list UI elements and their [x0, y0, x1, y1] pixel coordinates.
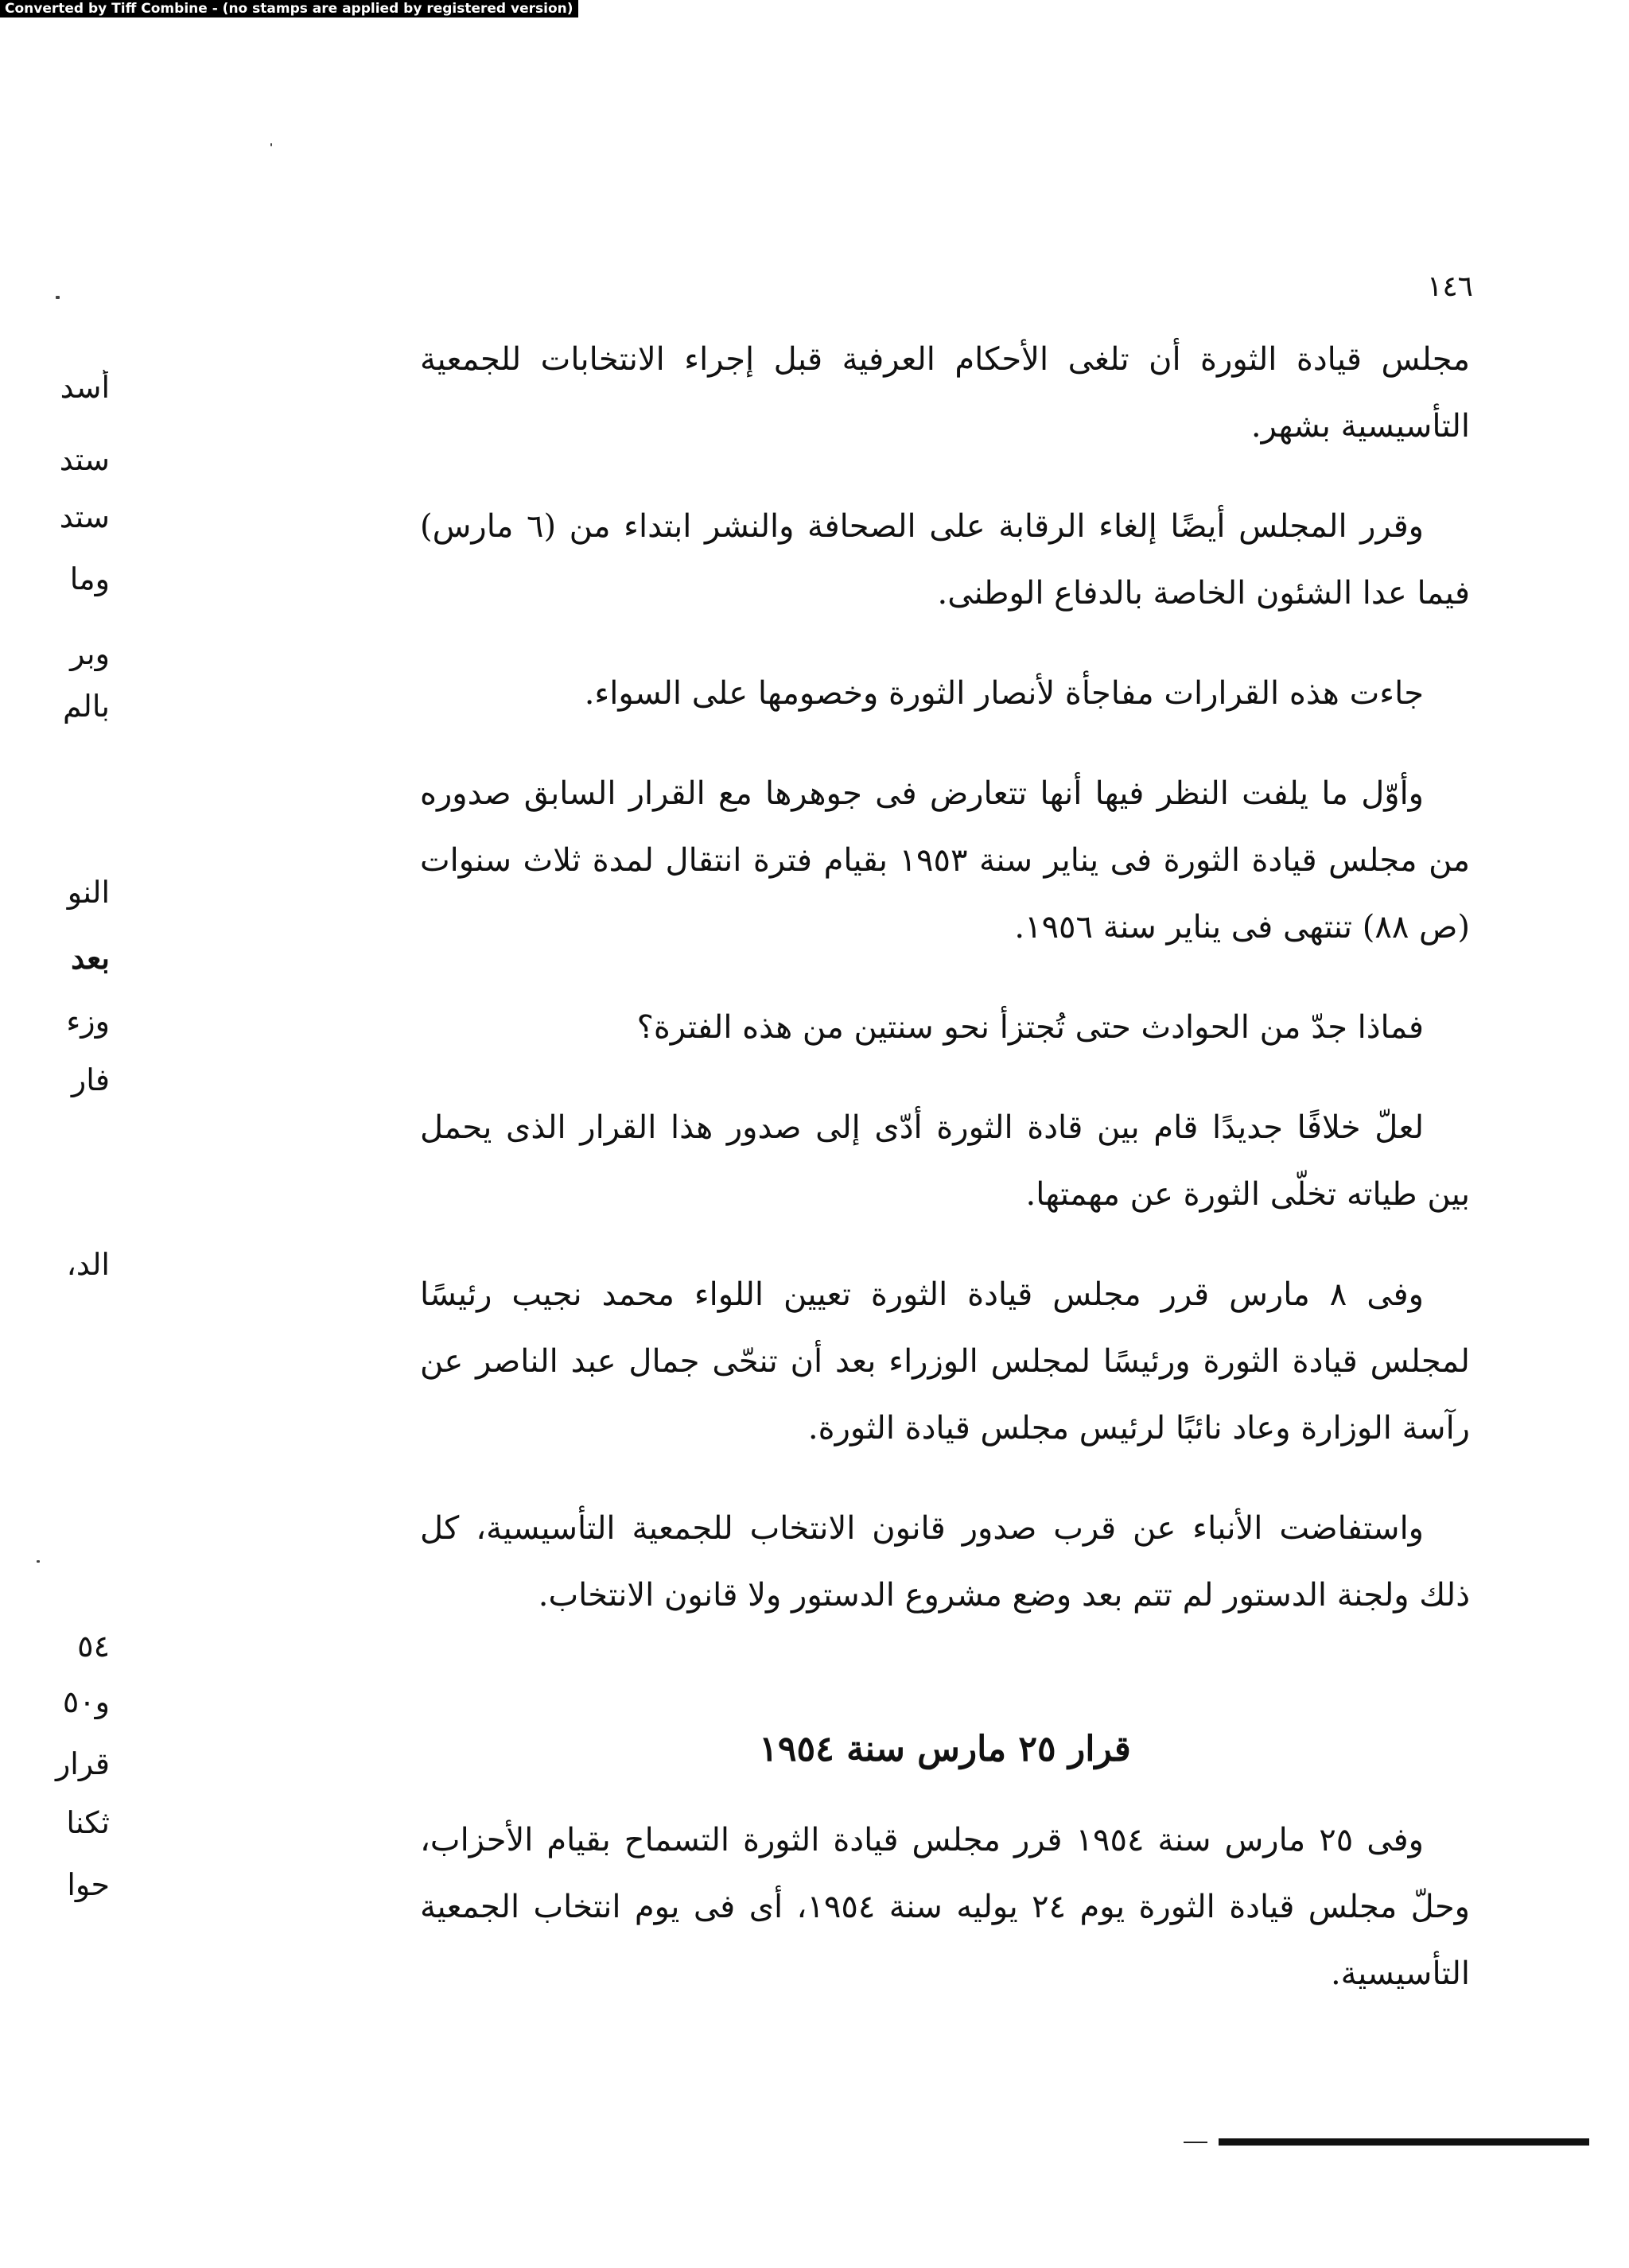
page-body — [420, 326, 1470, 2041]
margin-fragment: و٥٠ — [62, 1684, 110, 1719]
margin-fragment: قرار — [55, 1746, 110, 1781]
margin-fragment: ٥٤ — [77, 1629, 110, 1664]
section-paragraph: وفى ٢٥ مارس سنة ١٩٥٤ قرر مجلس قيادة الثورة التسماح بقيام الأحزاب، وحلّ مجلس قيادة الثورة يوم ٢٤ يوليه سنة ١٩٥٤، أى فى يوم انتخاب الجمعية التأسيسية. — [420, 1822, 1470, 1992]
paragraph-continuation: مجلس قيادة الثورة أن تلغى الأحكام العرفية قبل إجراء الانتخابات للجمعية التأسيسية بشهر. — [420, 341, 1470, 445]
margin-fragment: وزء — [66, 1004, 110, 1039]
margin-fragment: النو — [67, 875, 110, 910]
paragraph: لعلّ خلافًا جديدًا قام بين قادة الثورة أدّى إلى صدور هذا القرار الذى يحمل بين طياته تخلّى الثورة عن مهمتها. — [420, 1109, 1470, 1213]
scan-speck — [270, 143, 272, 146]
margin-fragment: حوا — [67, 1867, 110, 1902]
margin-fragment: ستد — [59, 442, 110, 477]
margin-fragment: ثكنا — [66, 1805, 110, 1840]
paragraph: واستفاضت الأنباء عن قرب صدور قانون الانتخاب للجمعية التأسيسية، كل ذلك ولجنة الدستور لم تتم بعد وضع مشروع الدستور ولا قانون الانتخاب. — [420, 1510, 1470, 1614]
page-number: ١٤٦ — [1426, 270, 1473, 303]
paragraph: جاءت هذه القرارات مفاجأة لأنصار الثورة وخصومها على السواء. — [584, 675, 1424, 712]
paragraph: وقرر المجلس أيضًا إلغاء الرقابة على الصحافة والنشر ابتداء من (٦ مارس) فيما عدا الشئون الخاصة بالدفاع الوطنى. — [420, 508, 1470, 612]
paragraph: وفى ٨ مارس قرر مجلس قيادة الثورة تعيين اللواء محمد نجيب رئيسًا لمجلس قيادة الثورة ورئيسًا لمجلس الوزراء بعد أن تنحّى جمال عبد الناصر عن رآسة الوزارة وعاد نائبًا لرئيس مجلس قيادة الثورة. — [420, 1276, 1470, 1447]
footer-rule-dash — [1184, 2142, 1207, 2143]
margin-fragment: ستد — [59, 499, 110, 534]
section-heading: قرار ٢٥ مارس سنة ١٩٥٤ — [759, 1729, 1131, 1769]
left-margin-bleed — [22, 0, 110, 2268]
paragraph: وأوّل ما يلفت النظر فيها أنها تتعارض فى جوهرها مع القرار السابق صدوره من مجلس قيادة الثورة فى يناير سنة ١٩٥٣ بقيام فترة انتقال لمدة ثلاث سنوات (ص ٨٨) تنتهى فى يناير سنة ١٩٥٦. — [420, 775, 1471, 946]
paragraph: فماذا جدّ من الحوادث حتى تُجتزأ نحو سنتين من هذه الفترة؟ — [636, 1009, 1424, 1046]
footer-rule — [1184, 2136, 1589, 2147]
margin-fragment: وما — [69, 561, 110, 596]
margin-fragment: بعد — [71, 940, 110, 976]
margin-fragment: الد، — [66, 1247, 110, 1282]
margin-fragment: أسد — [60, 370, 110, 405]
converter-banner: Converted by Tiff Combine - (no stamps are applied by registered version) — [0, 0, 578, 17]
footer-rule-bar — [1219, 2138, 1589, 2146]
margin-fragment: وبر — [70, 636, 110, 671]
margin-fragment: بالم — [62, 689, 110, 724]
margin-fragment: فار — [71, 1062, 110, 1097]
